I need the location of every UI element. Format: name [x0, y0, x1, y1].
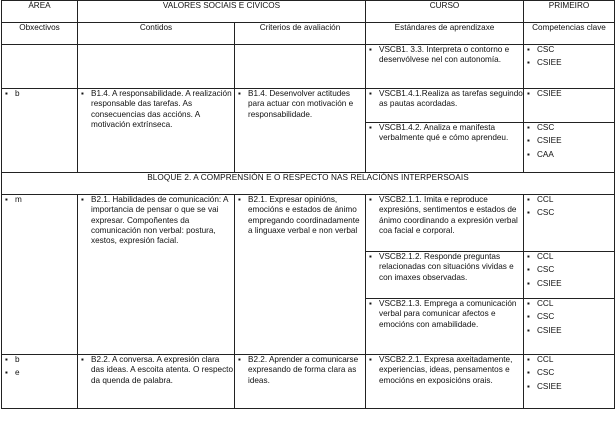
course-value: PRIMEIRO [524, 1, 615, 23]
objectives-cell [2, 355, 78, 409]
competence-item: ▪ CSC [524, 123, 614, 133]
standard-cell [366, 252, 524, 299]
area-header: ÁREA [2, 1, 78, 23]
content-text: ▪ B2.2. A conversa. A expresión clara das ideas. A escoita atenta. O respecto da quenda de palabra. [78, 355, 234, 386]
criteria-text: ▪ B1.4. Desenvolver actitudes para actuar con motivación e responsabilidade. [235, 89, 365, 120]
col-competences: Competencias clave [524, 23, 615, 45]
block-title-row [2, 173, 615, 195]
content-cell [78, 195, 235, 355]
standard-text: ▪ VSCB1. 3.3. Interpreta o contorno e desenvólvese nel con autonomía. [366, 45, 523, 66]
table-row [2, 355, 615, 409]
competences-cell [524, 195, 615, 252]
competences-cell [524, 252, 615, 299]
standard-text: ▪ VSCB2.1.2. Responde preguntas relacionadas con situacións vividas e con imaxes observadas. [366, 252, 523, 283]
col-objectives: Obxectivos [2, 23, 78, 45]
course-label: CURSO [366, 1, 524, 23]
competences-cell [524, 89, 615, 123]
competence-item: ▪ CSIEE [524, 136, 614, 146]
competence-item: ▪ CCL [524, 299, 614, 309]
standard-text: ▪ VSCB2.1.1. Imita e reproduce expresións, sentimentos e estados de ánimo coordinando a expresión verbal coa facial e corporal. [366, 195, 523, 236]
standard-cell [366, 45, 524, 89]
competences-cell [524, 355, 615, 409]
curriculum-table [1, 0, 615, 409]
objectives-cell [2, 195, 78, 355]
criteria-text: ▪ B2.2. Aprender a comunicarse expresando de forma clara as ideas. [235, 355, 365, 386]
competence-item: ▪ CSIEE [524, 279, 614, 289]
objective-item: ▪ b [2, 89, 77, 99]
standard-cell [366, 89, 524, 123]
standard-text: ▪ VSCB1.4.1.Realiza as tarefas seguindo as pautas acordadas. [366, 89, 523, 110]
standard-cell [366, 299, 524, 355]
competence-item: ▪ CAA [524, 150, 614, 160]
competences-cell [524, 123, 615, 173]
block-title: BLOQUE 2. A COMPRENSIÓN E O RESPECTO NAS RELACIÓNS INTERPERSOAIS [2, 173, 615, 195]
competence-item: ▪ CSIEE [524, 58, 614, 68]
objective-item: ▪ b [2, 355, 77, 365]
objectives-cell [2, 89, 78, 173]
competence-item: ▪ CSC [524, 45, 614, 55]
table-row [2, 45, 615, 89]
content-text: ▪ B1.4. A responsabilidade. A realización responsable das tarefas. As consecuencias das accións. A motivación extrínseca. [78, 89, 234, 130]
objective-item: ▪ e [2, 368, 77, 378]
competence-item: ▪ CCL [524, 195, 614, 205]
competence-item: ▪ CSC [524, 368, 614, 378]
col-contents: Contidos [78, 23, 235, 45]
criteria-cell [235, 195, 366, 355]
criteria-text: ▪ B2.1. Expresar opinións, emocións e estados de ánimo empregando coordinadamente a linguaxe verbal e non verbal [235, 195, 365, 236]
objective-item: ▪ m [2, 195, 77, 205]
standard-text: ▪ VSCB2.2.1. Expresa axeitadamente, experiencias, ideas, pensamentos e emocións en exposicións orais. [366, 355, 523, 386]
competence-item: ▪ CCL [524, 252, 614, 262]
criteria-cell [235, 45, 366, 89]
competence-item: ▪ CSIEE [524, 89, 614, 99]
table-row [2, 89, 615, 123]
criteria-cell [235, 89, 366, 173]
criteria-cell [235, 355, 366, 409]
header-row [2, 1, 615, 23]
competence-item: ▪ CSC [524, 312, 614, 322]
competence-item: ▪ CSC [524, 265, 614, 275]
content-cell [78, 45, 235, 89]
competence-item: ▪ CSC [524, 208, 614, 218]
competence-item: ▪ CCL [524, 355, 614, 365]
objectives-cell [2, 45, 78, 89]
competences-cell [524, 299, 615, 355]
competence-item: ▪ CSIEE [524, 326, 614, 336]
table-row [2, 195, 615, 252]
col-criteria: Criterios de avaliación [235, 23, 366, 45]
standard-text: ▪ VSCB2.1.3. Emprega a comunicación verbal para comunicar afectos e emocións con amabilidade. [366, 299, 523, 330]
content-cell [78, 355, 235, 409]
content-cell [78, 89, 235, 173]
content-text: ▪ B2.1. Habilidades de comunicación: A importancia de pensar o que se vai expresar. Compoñentes da comunicación non verbal: postura, xestos, expresión facial. [78, 195, 234, 246]
standard-cell [366, 123, 524, 173]
standard-cell [366, 355, 524, 409]
col-standards: Estándares de aprendizaxe [366, 23, 524, 45]
standard-cell [366, 195, 524, 252]
competences-cell [524, 45, 615, 89]
column-header-row [2, 23, 615, 45]
competence-item: ▪ CSIEE [524, 382, 614, 392]
subject-title: VALORES SOCIAIS E CIVICOS [78, 1, 366, 23]
standard-text: ▪ VSCB1.4.2. Analiza e manifesta verbalmente qué e cómo aprendeu. [366, 123, 523, 144]
